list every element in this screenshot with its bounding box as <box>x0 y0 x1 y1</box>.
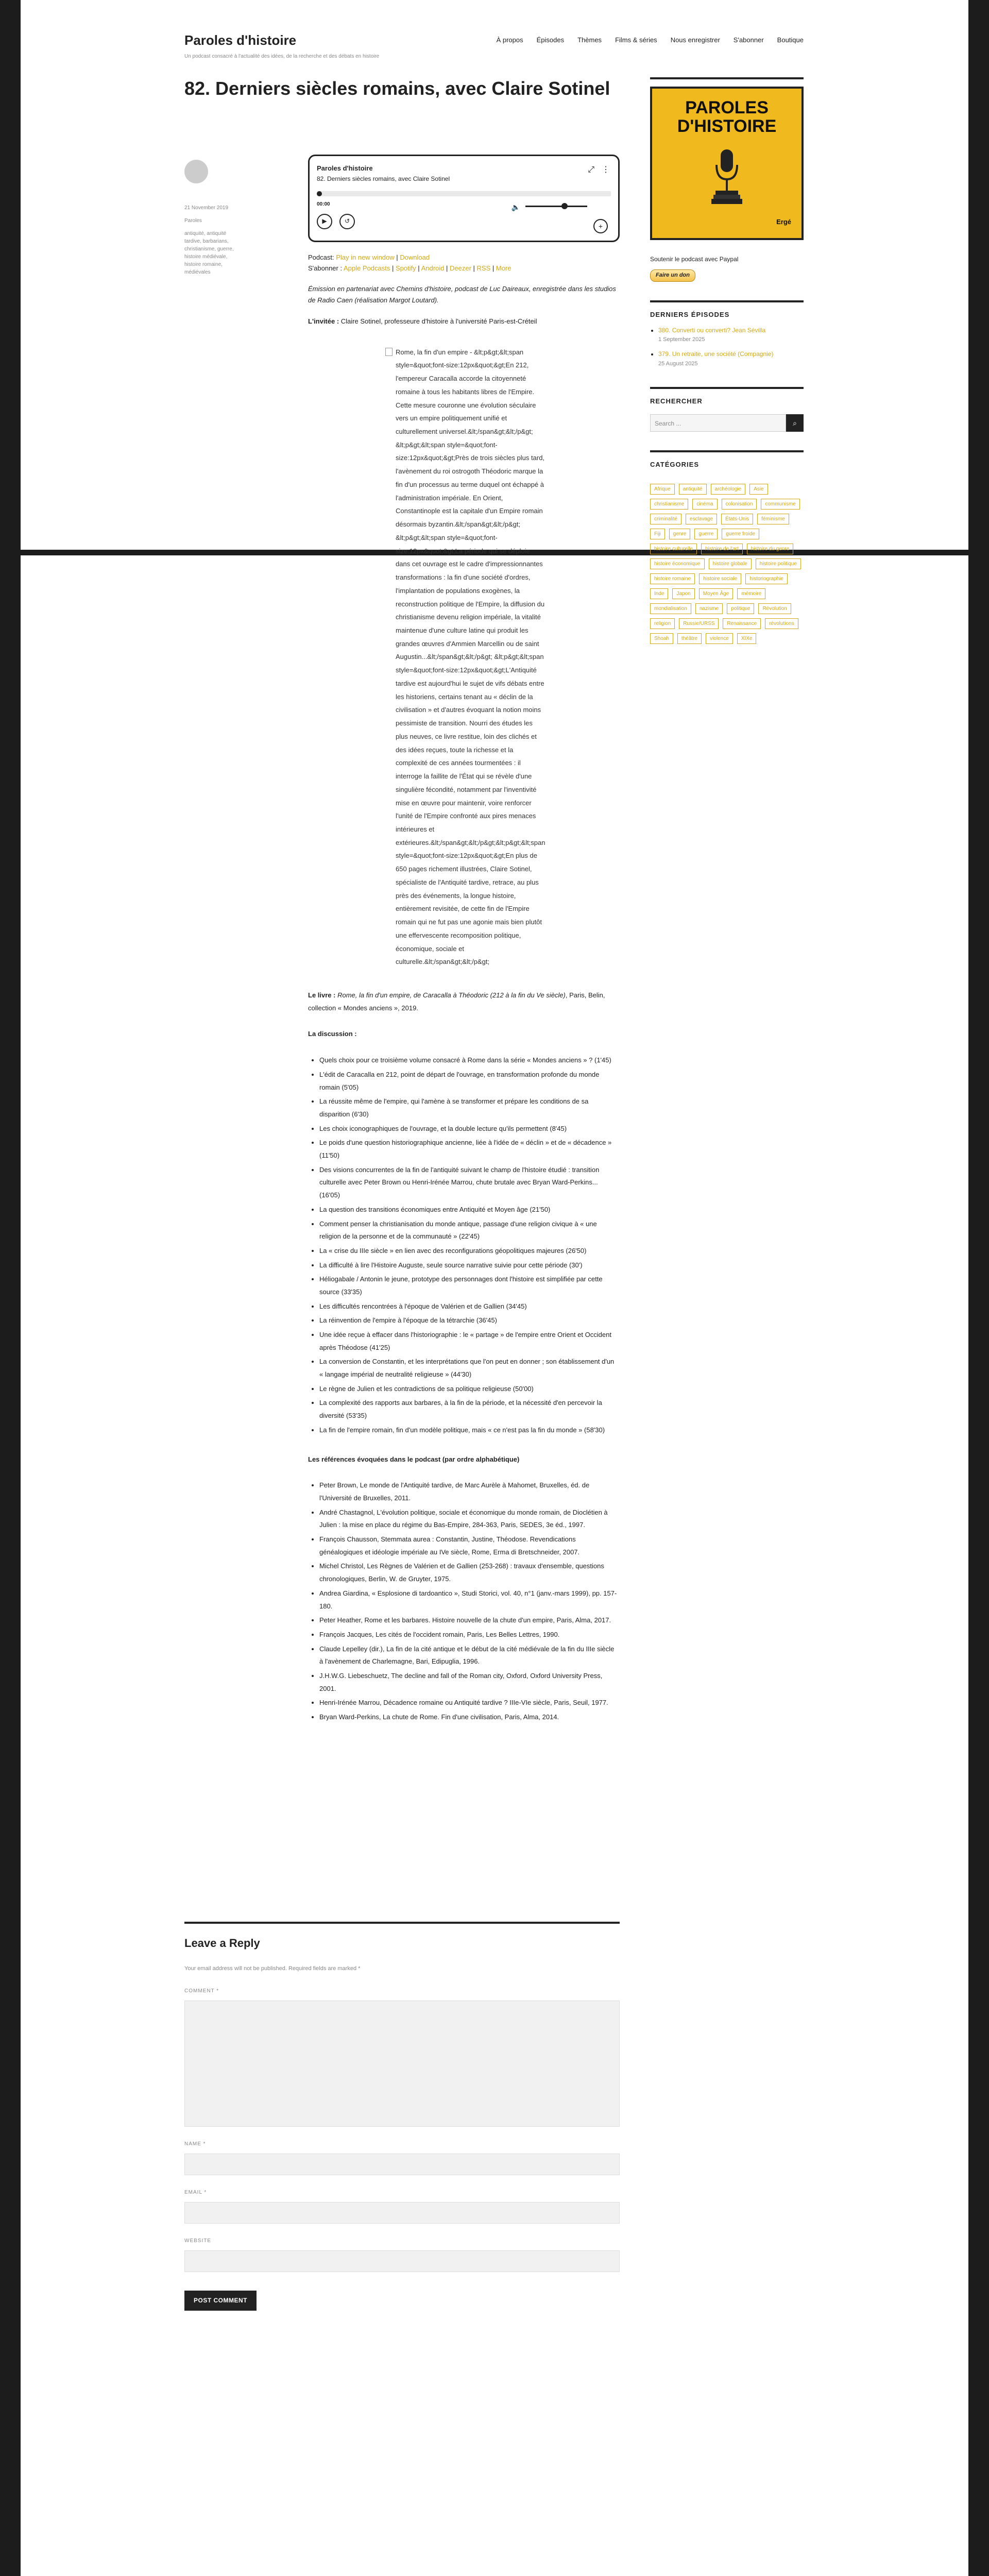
rewind-icon[interactable]: ↺ <box>339 214 355 229</box>
reference-item: • Henri-Irénée Marrou, Décadence romaine ou Antiquité tardive ? IIIe-VIe siècle, Paris, Seuil, 1977. <box>319 1697 620 1709</box>
references-heading-text: Les références évoquées dans le podcast (par ordre alphabétique) <box>308 1455 520 1463</box>
category-tag[interactable]: colonisation <box>722 499 757 510</box>
category-tag[interactable]: criminalité <box>650 514 681 524</box>
required-note: Your email address will not be published. Required fields are marked * <box>184 1965 361 1972</box>
search-icon[interactable]: ⌕ <box>786 414 804 432</box>
subscribe-rss[interactable]: RSS <box>476 264 491 272</box>
discussion-item: • La « crise du IIIe siècle » en lien avec des reconfigurations géopolitiques majeures (26'50) <box>319 1245 620 1258</box>
avatar <box>184 160 208 183</box>
discussion-heading-text: La discussion : <box>308 1030 357 1038</box>
time-elapsed: 00:00 <box>317 201 330 207</box>
category-tag[interactable]: Renaissance <box>723 618 761 629</box>
category-tag[interactable]: cinéma <box>692 499 717 510</box>
post-date[interactable]: 21 November 2019 <box>184 205 229 211</box>
progress-handle[interactable] <box>317 191 322 196</box>
recent-episodes-list <box>650 326 804 369</box>
category-tag[interactable]: nazisme <box>695 603 723 614</box>
category-tag[interactable]: féminisme <box>757 514 789 524</box>
book-image-broken <box>385 346 545 969</box>
share-icon[interactable]: ⤢ <box>588 165 594 174</box>
post-tags[interactable]: antiquité, antiquité tardive, barbarians, christianisme, guerre, histoire médiévale, histoire romaine, médiévales <box>184 231 234 275</box>
comment-form <box>184 1922 620 2311</box>
discussion-item: • La question des transitions économiques entre Antiquité et Moyen âge (21'50) <box>319 1204 620 1216</box>
subscribe-spotify[interactable]: Spotify <box>395 264 416 272</box>
sidebar-top-rule <box>650 77 804 87</box>
volume-icon[interactable]: 🔈 <box>511 203 520 211</box>
reference-item: • Andrea Giardina, « Esplosione di tardoantico », Studi Storici, vol. 40, n°1 (janv.-mars 1999), pp. 157-180. <box>319 1587 620 1613</box>
play-new-window-link[interactable]: Play in new window <box>336 253 395 261</box>
guest-text: Claire Sotinel, professeure d'histoire à l'université Paris-est-Créteil <box>339 317 537 325</box>
book-rest: , Paris, Belin, collection « Mondes anciens », 2019. <box>308 991 605 1012</box>
main-content <box>184 77 620 1721</box>
subscribe-line: S'abonner : Apple Podcasts | Spotify | Android | Deezer | RSS | More <box>308 264 511 272</box>
category-tag[interactable]: États-Unis <box>721 514 753 524</box>
discussion-item: • Une idée reçue à effacer dans l'historiographie : le « partage » de l'empire entre Orient et Occident après Théodose (41'25) <box>319 1329 620 1354</box>
player-site: Paroles d'histoire <box>317 164 373 172</box>
main-nav <box>497 35 804 46</box>
subscribe-prefix: S'abonner : <box>308 264 344 272</box>
site-header <box>184 30 804 71</box>
book-title: Rome, la fin d'un empire, de Caracalla à Théodoric (212 à la fin du Ve siècle) <box>335 991 566 999</box>
category-tag[interactable]: histoire du genre <box>747 544 794 554</box>
category-tag[interactable]: révolutions <box>765 618 798 629</box>
play-icon[interactable]: ▶ <box>317 214 332 229</box>
discussion-item: • La réinvention de l'empire à l'époque de la tétrarchie (36'45) <box>319 1314 620 1327</box>
post-content <box>308 155 620 1725</box>
player-controls <box>317 214 611 229</box>
reference-item: • François Jacques, Les cités de l'occident romain, Paris, Les Belles Lettres, 1990. <box>319 1629 620 1641</box>
image-alt-wrap <box>385 346 545 969</box>
image-alt-text: Rome, la fin d'un empire - &lt;p&gt;&lt;span style=&quot;font-size:12px&quot;&gt;En 212, l'empereur Caracalla accorde la citoyenneté romaine à tous les habitants libres de l'Empire. Cette mesure couronne une évolution séculaire vers un empire politiquement unifié et culturellement universel.&lt;/span&gt;&lt;/p&gt; &lt;p&gt;&lt;span style=&quot;font-size:12px&quot;&gt;Près de trois siècles plus tard, l'avènement du roi ostrogoth Théodoric marque la fin d'un processus au terme duquel ont échappé à l'administration impériale. En Orient, Constantinople est la capitale d'un Empire romain désormais byzantin.&lt;/span&gt;&lt;/p&gt; &lt;p&gt;&lt;span style=&quot;font-size:12px&quot;&gt;La période qui se déploie dans cet ouvrage est le cadre d'impressionnantes transformations : la fin d'une société d'ordres, l'implantation de populations exogènes, la reconstruction politique de l'Empire, la diffusion du christianisme devenu religion impériale, la vitalité maintenue d'une culture latine qui produit les grandes œuvres d'Ammien Marcellin ou de saint Augustin...&lt;/span&gt;&lt;/p&gt; &lt;p&gt;&lt;span style=&quot;font-size:12px&quot;&gt;L'Antiquité tardive est aujourd'hui le sujet de vifs débats entre les historiens, certains tenant au « déclin de la civilisation » et d'autres évoquant la notion moins pessimiste de transition. Nourri des études les plus neuves, ce livre restitue, loin des clichés et des idées reçues, toute la richesse et la complexité de ces années tourmentées : il interroge la faillite de l'État qui se révèle d'une singulière fécondité, notamment par l'inventivité mise en œuvre pour maintenir, voire renforcer l'unité de l'Empire confronté aux pires menaces intérieures et extérieures.&lt;/span&gt;&lt;/p&gt;&lt;p&gt;&lt;span style=&quot;font-size:12px&quot;&gt;En plus de 650 pages richement illustrées, Claire Sotinel, spécialiste de l'Antiquité tardive, retrace, au plus près des événements, la longue histoire, entièrement revisitée, de cette fin de l'Empire romain qui ne fut pas une agonie mais bien plutôt une effervescente recomposition politique, économique, sociale et culturelle.&lt;/span&gt;&lt;/p&gt; <box>396 348 545 966</box>
recent-episode-link[interactable]: 379. Un retraite, une société (Compagnie) <box>658 350 774 358</box>
volume-slider[interactable] <box>525 206 587 207</box>
category-tag[interactable]: Shoah <box>650 633 673 644</box>
more-icon[interactable]: ⋮ <box>602 165 610 174</box>
guest-line <box>308 316 620 327</box>
discussion-item: • Comment penser la christianisation du monde antique, passage d'une religion civique à « une religion de la personne et de la communauté » (22'45) <box>319 1218 620 1243</box>
podcast-prefix: Podcast: <box>308 253 336 261</box>
category-tag[interactable]: historiographie <box>745 573 788 584</box>
category-tag[interactable]: histoire romaine <box>650 573 695 584</box>
audio-player <box>308 155 620 242</box>
category-tag[interactable]: XIXe <box>737 633 757 644</box>
category-tag[interactable]: esclavage <box>686 514 717 524</box>
category-tag[interactable]: histoire politique <box>756 558 801 569</box>
category-tag[interactable]: mondialisation <box>650 603 691 614</box>
category-tag[interactable]: mémoire <box>737 588 765 599</box>
broken-image-icon <box>385 348 393 356</box>
post-author[interactable]: Paroles <box>184 218 202 224</box>
book-label: Le livre : <box>308 991 336 999</box>
discussion-item: • Des visions concurrentes de la fin de l'antiquité suivant le champ de l'histoire étudié : transition culturelle avec Peter Brown ou Henri-Irénée Marrou, chute brutale avec Bryan Ward-Perkins... (16'05) <box>319 1164 620 1202</box>
discussion-item: • La complexité des rapports aux barbares, à la fin de la période, et la nécessité d'en percevoir la diversité (53'35) <box>319 1397 620 1422</box>
site-title[interactable]: Paroles d'histoire <box>184 32 297 48</box>
logo-text <box>652 99 802 135</box>
recent-episode-date: 1 September 2025 <box>658 336 705 343</box>
category-tag[interactable]: Fiji <box>650 529 665 539</box>
nav-sabonner[interactable]: S'abonner <box>733 36 764 44</box>
reply-title: Leave a Reply <box>184 1937 260 1950</box>
website-label: WEBSITE <box>184 2238 212 2244</box>
category-tag[interactable]: histoire culturelle <box>650 544 697 554</box>
search-title: RECHERCHER <box>650 387 804 407</box>
list-item <box>658 326 804 345</box>
search-form <box>650 414 804 432</box>
reference-item: • J.H.W.G. Liebeschuetz, The decline and fall of the Roman city, Oxford, Oxford University Press, 2001. <box>319 1670 620 1695</box>
category-tag[interactable]: antiquité <box>679 484 707 495</box>
player-episode: 82. Derniers siècles romains, avec Claire Sotinel <box>317 175 450 182</box>
name-label: NAME * <box>184 2141 206 2147</box>
speed-icon[interactable]: + <box>593 219 608 233</box>
discussion-item: • L'édit de Caracalla en 212, point de départ de l'ouvrage, en transformation profonde du monde romain (5'05) <box>319 1069 620 1094</box>
subscribe-android[interactable]: Android <box>421 264 445 272</box>
player-top-icons <box>588 163 610 177</box>
download-link[interactable]: Download <box>400 253 430 261</box>
subscribe-deezer[interactable]: Deezer <box>450 264 471 272</box>
discussion-heading <box>308 1029 620 1040</box>
category-tag[interactable]: religion <box>650 618 675 629</box>
category-tag[interactable]: Russie/URSS <box>679 618 719 629</box>
discussion-item: • La réussite même de l'empire, qui l'amène à se transformer et prépare les conditions de sa disparition (6'30) <box>319 1095 620 1121</box>
email-field[interactable] <box>184 2202 620 2224</box>
nav-boutique[interactable]: Boutique <box>777 36 804 44</box>
category-tag[interactable]: politique <box>727 603 754 614</box>
donate-button[interactable]: Faire un don <box>650 269 695 282</box>
site-description: Un podcast consacré à l'actualité des idées, de la recherche et des débats en histoire <box>184 53 380 59</box>
recent-episode-date: 25 August 2025 <box>658 360 698 367</box>
discussion-item: • Héliogabale / Antonin le jeune, prototype des personnages dont l'histoire est simplifiée par cette source (33'35) <box>319 1273 620 1298</box>
discussion-item: • Le règne de Julien et les contradictions de sa politique religieuse (50'00) <box>319 1383 620 1396</box>
subscribe-more[interactable]: More <box>496 264 511 272</box>
nav-films-series[interactable]: Films & séries <box>615 36 657 44</box>
category-tag[interactable]: Asie <box>749 484 768 495</box>
category-tag[interactable]: histoire économique <box>650 558 705 569</box>
references-list <box>319 1479 620 1723</box>
reference-item: • Michel Christol, Les Règnes de Valérien et de Gallien (253-268) : travaux d'ensemble, questions chronologiques, Berlin, W. de Gruyter, 1975. <box>319 1560 620 1585</box>
book-line <box>308 989 620 1014</box>
category-tag[interactable]: théâtre <box>677 633 702 644</box>
recent-episode-link[interactable]: 380. Converti ou converti? Jean Sévilla <box>658 326 766 334</box>
website-field[interactable] <box>184 2250 620 2272</box>
categories-cloud <box>650 484 804 644</box>
category-tag[interactable]: guerre <box>694 529 718 539</box>
post-comment-button[interactable]: POST COMMENT <box>184 2291 257 2311</box>
category-tag[interactable]: Japon <box>672 588 694 599</box>
progress-bar[interactable] <box>317 191 611 196</box>
sidebar <box>650 77 804 644</box>
category-tag[interactable]: Révolution <box>758 603 791 614</box>
nav-themes[interactable]: Thèmes <box>577 36 602 44</box>
post-title: 82. Derniers siècles romains, avec Claire Sotinel <box>184 78 610 99</box>
comment-textarea[interactable] <box>184 2001 620 2127</box>
category-tag[interactable]: histoire sociale <box>699 573 741 584</box>
categories-title: CATÉGORIES <box>650 450 804 470</box>
logo-line-1: PAROLES <box>685 98 769 117</box>
category-tag[interactable]: Afrique <box>650 484 675 495</box>
nav-a-propos[interactable]: À propos <box>496 36 523 44</box>
logo-line-2: D'HISTOIRE <box>677 116 777 136</box>
nav-episodes[interactable]: Épisodes <box>536 36 565 44</box>
category-tag[interactable]: violence <box>706 633 733 644</box>
nav-nous-enregistrer[interactable]: Nous enregistrer <box>670 36 720 44</box>
category-tag[interactable]: histoire de l'art <box>701 544 743 554</box>
microphone-icon <box>711 149 742 206</box>
search-input[interactable]: Search ... <box>650 414 786 432</box>
post-meta <box>184 160 236 281</box>
category-tag[interactable]: archéologie <box>711 484 746 495</box>
name-field[interactable] <box>184 2154 620 2175</box>
divider <box>184 1922 620 1924</box>
reference-item: • Peter Brown, Le monde de l'Antiquité tardive, de Marc Aurèle à Mahomet, Bruxelles, éd. de l'Université de Bruxelles, 2011. <box>319 1479 620 1504</box>
category-tag[interactable]: guerre froide <box>722 529 759 539</box>
support-text: Soutenir le podcast avec Paypal <box>650 256 739 263</box>
discussion-item: • La difficulté à lire l'Histoire Auguste, seule source narrative suivie pour cette période (30') <box>319 1259 620 1272</box>
logo-badge: Ergé <box>776 218 791 226</box>
category-tag[interactable]: Moyen Âge <box>699 588 734 599</box>
list-item <box>658 349 804 368</box>
reference-item: • Peter Heather, Rome et les barbares. Histoire nouvelle de la chute d'un empire, Paris, Alma, 2017. <box>319 1614 620 1627</box>
guest-label: L'invitée : <box>308 317 339 325</box>
podcast-logo[interactable] <box>650 87 804 240</box>
category-tag[interactable]: histoire globale <box>709 558 752 569</box>
references-heading <box>308 1454 620 1465</box>
discussion-item: • Quels choix pour ce troisième volume consacré à Rome dans la série « Mondes anciens » ? (1'45) <box>319 1054 620 1067</box>
separator: | <box>394 253 400 261</box>
discussion-item: • La conversion de Constantin, et les interprétations que l'on peut en donner ; son établissement d'un « langage impérial de neutralité religieuse » (44'30) <box>319 1355 620 1381</box>
discussion-item: • Le poids d'une question historiographique ancienne, liée à l'idée de « déclin » et de « décadence » (11'50) <box>319 1137 620 1162</box>
podcast-line <box>308 252 620 263</box>
category-tag[interactable]: communisme <box>761 499 799 510</box>
reference-item: • François Chausson, Stemmata aurea : Constantin, Justine, Théodose. Revendications généalogiques et idéologie impériale au IVe siècle, Rome, Erma di Bretschneider, 2007. <box>319 1533 620 1558</box>
discussion-list <box>319 1054 620 1436</box>
comment-label: COMMENT * <box>184 1988 219 1994</box>
volume-handle[interactable] <box>561 203 568 209</box>
discussion-item: • Les difficultés rencontrées à l'époque de Valérien et de Gallien (34'45) <box>319 1300 620 1313</box>
email-label: EMAIL * <box>184 2189 207 2195</box>
reference-item: • Claude Lepelley (dir.), La fin de la cité antique et le début de la cité médiévale de la fin du IIIe siècle à l'avènement de Charlemagne, Bari, Edipuglia, 1996. <box>319 1643 620 1668</box>
category-tag[interactable]: genre <box>669 529 691 539</box>
discussion-item: • La fin de l'empire romain, fin d'un modèle politique, mais « ce n'est pas la fin du monde » (58'30) <box>319 1424 620 1437</box>
category-tag[interactable]: christianisme <box>650 499 688 510</box>
recent-episodes-title: DERNIERS ÉPISODES <box>650 300 804 320</box>
emission-note: Émission en partenariat avec Chemins d'histoire, podcast de Luc Daireaux, enregistrée dans les studios de Radio Caen (réalisation Margot Loutard). <box>308 284 616 304</box>
category-tag[interactable]: Inde <box>650 588 668 599</box>
discussion-item: • Les choix iconographiques de l'ouvrage, et la double lecture qu'ils permettent (8'45) <box>319 1123 620 1136</box>
subscribe-apple[interactable]: Apple Podcasts <box>343 264 390 272</box>
reference-item: • Bryan Ward-Perkins, La chute de Rome. Fin d'une civilisation, Paris, Alma, 2014. <box>319 1711 620 1724</box>
reference-item: • André Chastagnol, L'évolution politique, sociale et économique du monde romain, de Dioclétien à Julien : la mise en place du régime du Bas-Empire, 284-363, Paris, SEDES, 3e éd., 1997. <box>319 1506 620 1532</box>
